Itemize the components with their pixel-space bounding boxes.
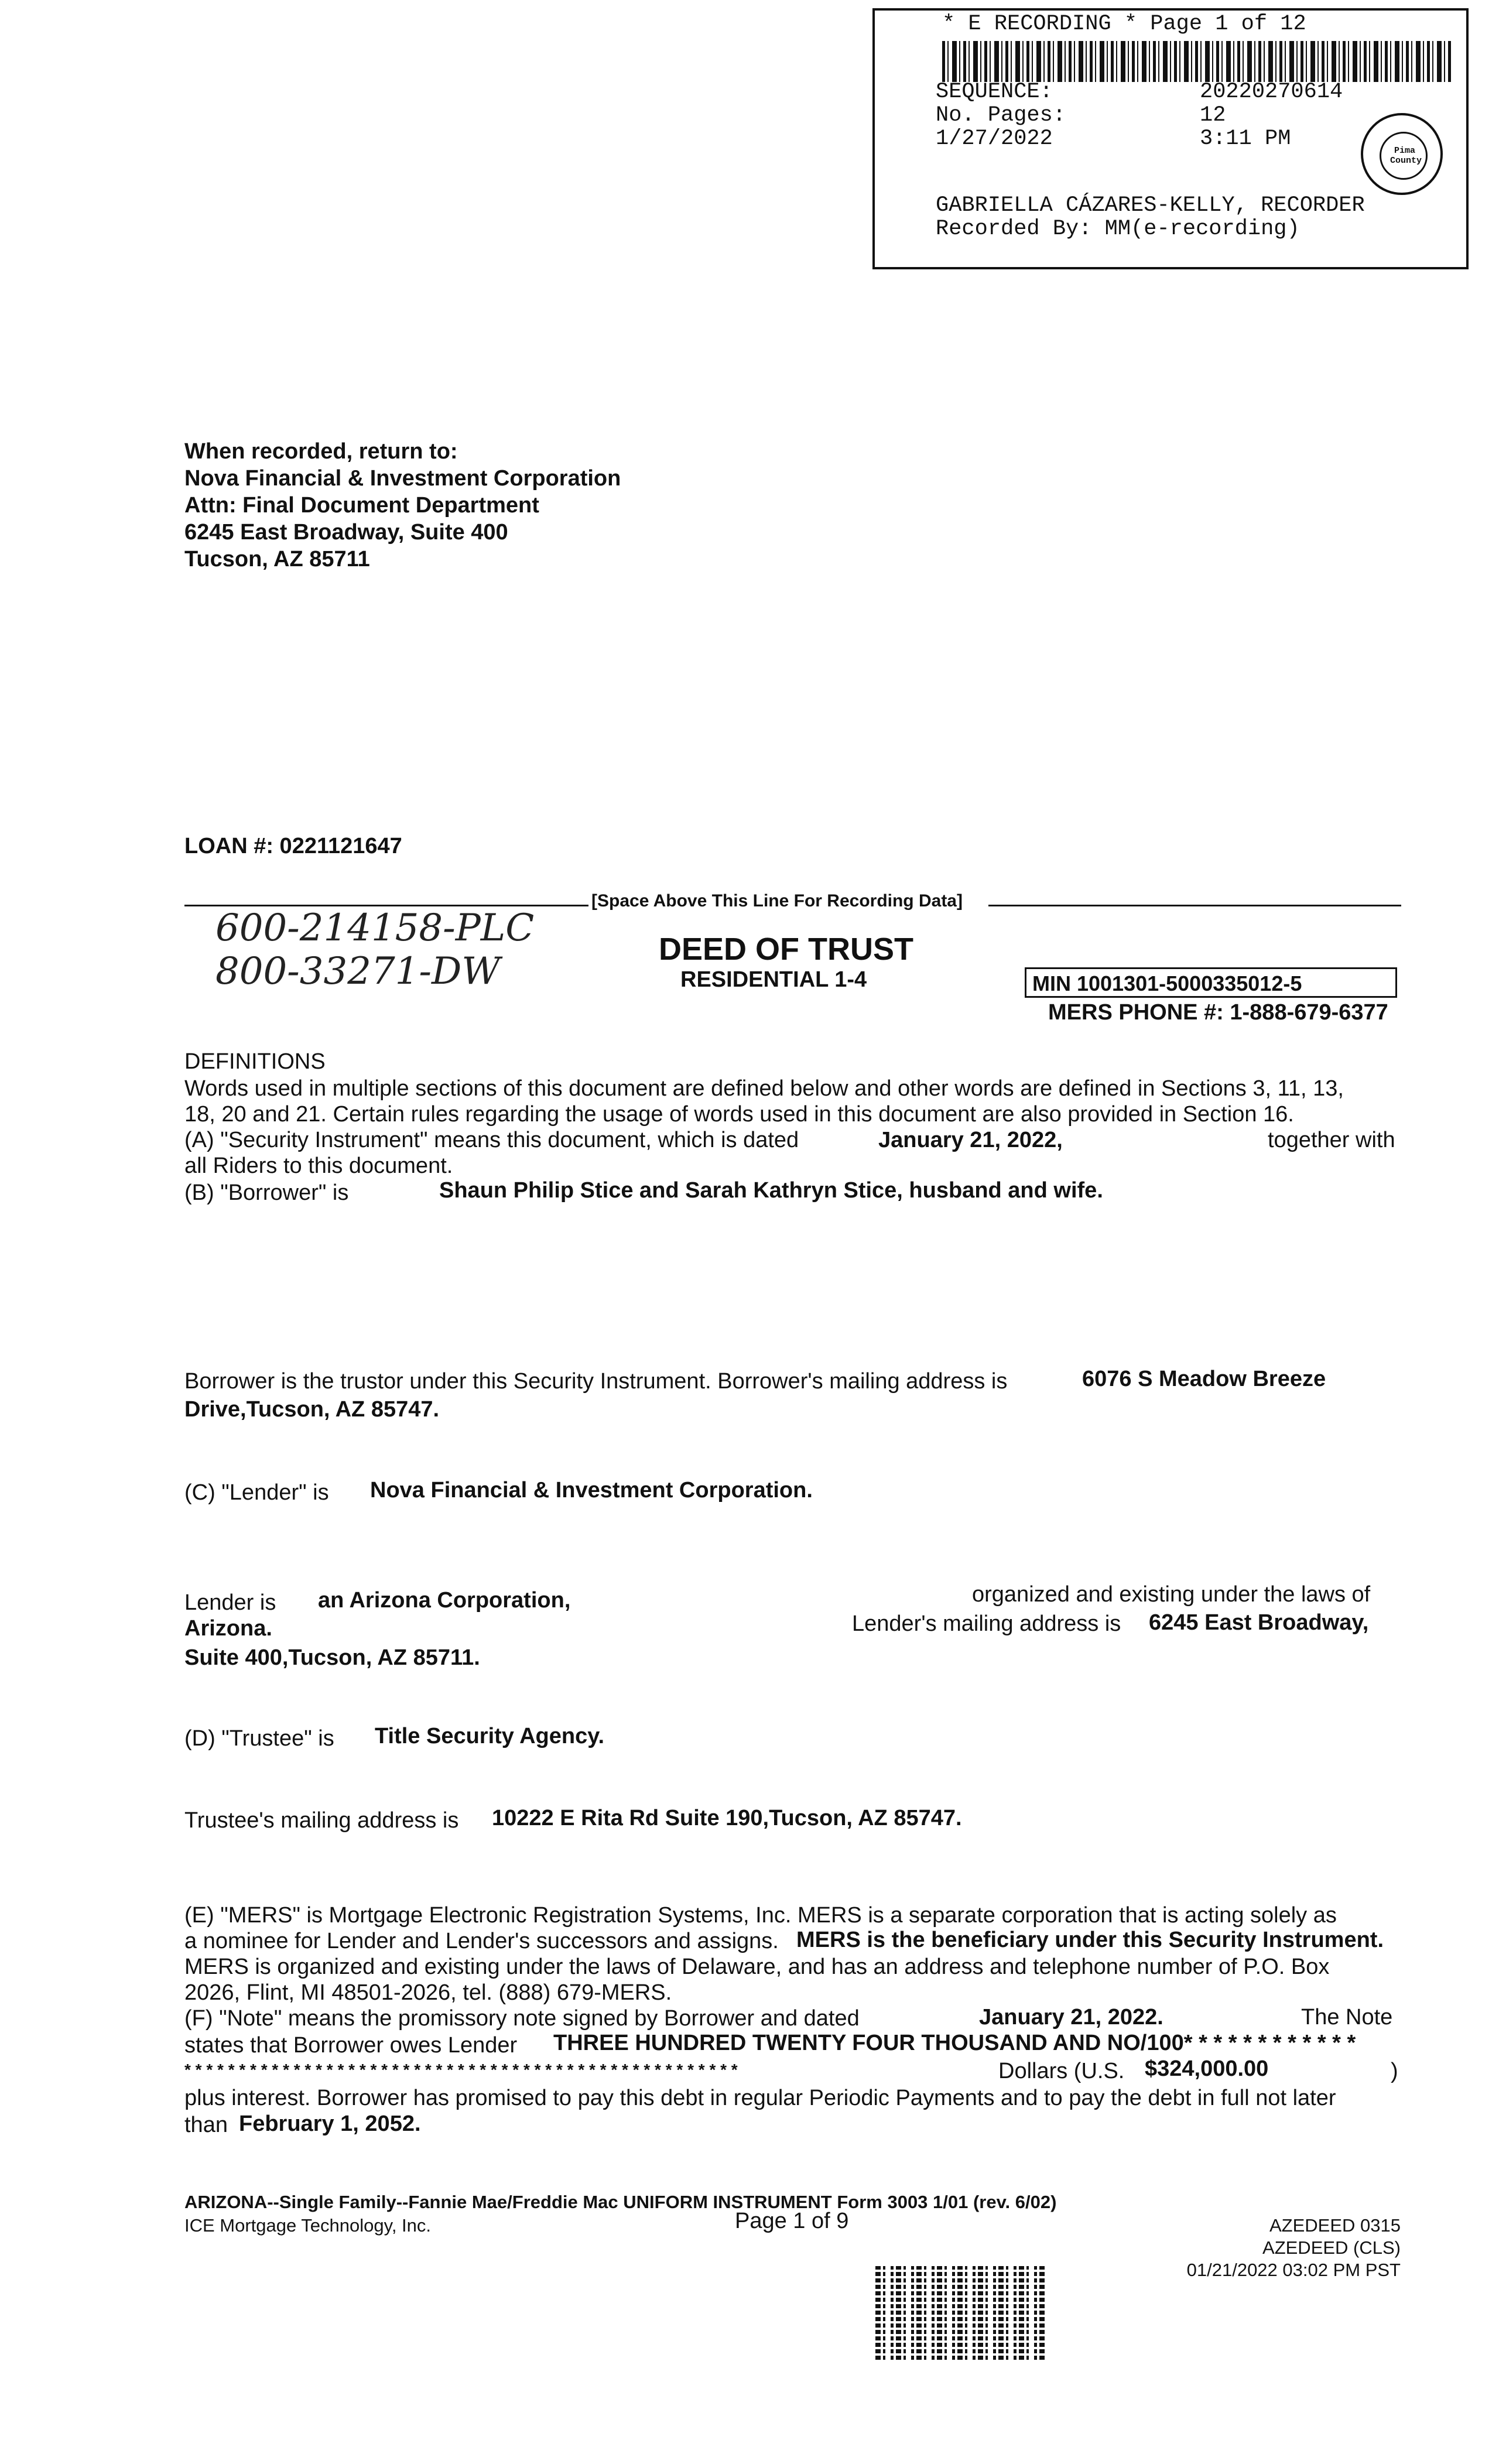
loan-number: LOAN #: 0221121647 [184,834,402,858]
return-to-line2: Nova Financial & Investment Corporation [184,466,621,491]
recording-time: 3:11 PM [1200,126,1291,151]
definition-a-line2: all Riders to this document. [184,1154,453,1178]
note-amount-stars: * * * * * * * * * * * * * * * * * * * * * * * * * * * * * * * * * * * * * * * * * * * * * * * * * * * [184,2061,738,2079]
trustee-address: 10222 E Rita Rd Suite 190,Tucson, AZ 85747. [492,1806,962,1830]
definition-f-suffix: The Note [1301,2005,1393,2030]
footer-form-line: ARIZONA--Single Family--Fannie Mae/Freddie Mac UNIFORM INSTRUMENT Form 3003 1/01 (rev. 6/02) [184,2192,1057,2212]
lender-type: an Arizona Corporation, [318,1588,571,1613]
definitions-heading: DEFINITIONS [184,1049,326,1074]
definition-e-line4: 2026, Flint, MI 48501-2026, tel. (888) 679-MERS. [184,1980,672,2005]
mers-phone: MERS PHONE #: 1-888-679-6377 [1048,1000,1388,1025]
definition-a-date: January 21, 2022, [878,1128,1063,1152]
seal-text: Pima County [1390,146,1422,166]
definition-f-line2-prefix: states that Borrower owes Lender [184,2033,518,2058]
definition-d-prefix: (D) "Trustee" is [184,1726,334,1751]
lender-address-line2: Suite 400,Tucson, AZ 85711. [184,1645,480,1670]
footer-timestamp: 01/21/2022 03:02 PM PST [1186,2260,1401,2280]
definition-e-line1: (E) "MERS" is Mortgage Electronic Registration Systems, Inc. MERS is a separate corporation that is acting solely as [184,1903,1337,1928]
return-to-line3: Attn: Final Document Department [184,493,539,518]
sequence-label: SEQUENCE: [936,80,1053,104]
lender-state: Arizona. [184,1616,272,1641]
footer-code-2: AZEDEED (CLS) [1262,2237,1401,2258]
recording-date: 1/27/2022 [936,126,1053,151]
borrower-address-prefix: Borrower is the trustor under this Security Instrument. Borrower's mailing address is [184,1369,1008,1394]
definition-f-line4: plus interest. Borrower has promised to pay this debt in regular Periodic Payments and to pay the debt in full not later [184,2086,1336,2110]
lender-address-line1: 6245 East Broadway, [1149,1610,1369,1635]
document-barcode-icon [875,2266,1045,2360]
sequence-value: 20220270614 [1200,80,1343,104]
county-seal-icon [1361,113,1443,195]
definition-e-line3: MERS is organized and existing under the laws of Delaware, and has an address and telephone number of P.O. Box [184,1955,1330,1979]
recorded-by: Recorded By: MM(e-recording) [936,217,1300,241]
min-number: MIN 1001301-5000335012-5 [1032,971,1302,995]
recording-stamp [872,8,1469,269]
footer-ice: ICE Mortgage Technology, Inc. [184,2215,432,2236]
recording-line-right [988,905,1401,906]
note-amount-words: THREE HUNDRED TWENTY FOUR THOUSAND AND NO/100* * * * * * * * * * * * [553,2031,1356,2055]
definition-b-prefix: (B) "Borrower" is [184,1180,349,1205]
trustee-name: Title Security Agency. [375,1724,605,1748]
definition-e-line2b: MERS is the beneficiary under this Security Instrument. [796,1928,1384,1952]
recording-barcode [942,41,1452,82]
pages-value: 12 [1200,103,1226,128]
return-to-line1: When recorded, return to: [184,439,458,464]
pages-label: No. Pages: [936,103,1066,128]
min-box [1025,967,1397,998]
definition-c-prefix: (C) "Lender" is [184,1480,329,1505]
footer-codes [1253,2215,1401,2259]
document-title: DEED OF TRUST [659,932,914,967]
borrower-address-line1: 6076 S Meadow Breeze [1082,1367,1326,1391]
definition-a-prefix: (A) "Security Instrument" means this document, which is dated [184,1128,799,1152]
return-to-line5: Tucson, AZ 85711 [184,547,370,571]
lender-address-prefix: Lender's mailing address is [852,1611,1121,1636]
footer-code-1: AZEDEED 0315 [1269,2215,1401,2236]
dollars-label: Dollars (U.S. [998,2059,1125,2083]
footer-page-number: Page 1 of 9 [735,2209,849,2233]
amount-close-paren: ) [1391,2059,1398,2083]
trustee-address-prefix: Trustee's mailing address is [184,1808,459,1833]
return-to-line4: 6245 East Broadway, Suite 400 [184,520,508,545]
note-date: January 21, 2022. [979,2005,1163,2030]
lender-is-label: Lender is [184,1590,276,1615]
note-amount: $324,000.00 [1145,2056,1269,2081]
handwritten-file-number-1: 600-214158-PLC [215,906,535,950]
recording-header: * E RECORDING * Page 1 of 12 [942,12,1306,36]
document-subtitle: RESIDENTIAL 1-4 [680,967,867,992]
definition-a-suffix: together with [1268,1128,1395,1152]
maturity-date: February 1, 2052. [239,2111,421,2136]
return-to-block [184,438,621,573]
handwritten-file-number-2: 800-33271-DW [215,950,501,993]
lender-name: Nova Financial & Investment Corporation. [370,1478,813,1503]
definition-f-line5-prefix: than [184,2113,228,2137]
space-above-note: [Space Above This Line For Recording Data] [591,891,963,911]
recorder-name: GABRIELLA CÁZARES-KELLY, RECORDER [936,193,1365,218]
definition-e-line2a: a nominee for Lender and Lender's successors and assigns. [184,1929,779,1953]
definitions-intro-1: Words used in multiple sections of this document are defined below and other words are defined in Sections 3, 11, 13, [184,1076,1344,1101]
lender-organized: organized and existing under the laws of [972,1582,1371,1607]
borrower-address-line2: Drive,Tucson, AZ 85747. [184,1397,440,1422]
definitions-intro-2: 18, 20 and 21. Certain rules regarding the usage of words used in this document are also provided in Section 16. [184,1102,1294,1127]
definition-f-prefix: (F) "Note" means the promissory note signed by Borrower and dated [184,2006,860,2031]
borrower-names: Shaun Philip Stice and Sarah Kathryn Stice, husband and wife. [439,1178,1103,1203]
